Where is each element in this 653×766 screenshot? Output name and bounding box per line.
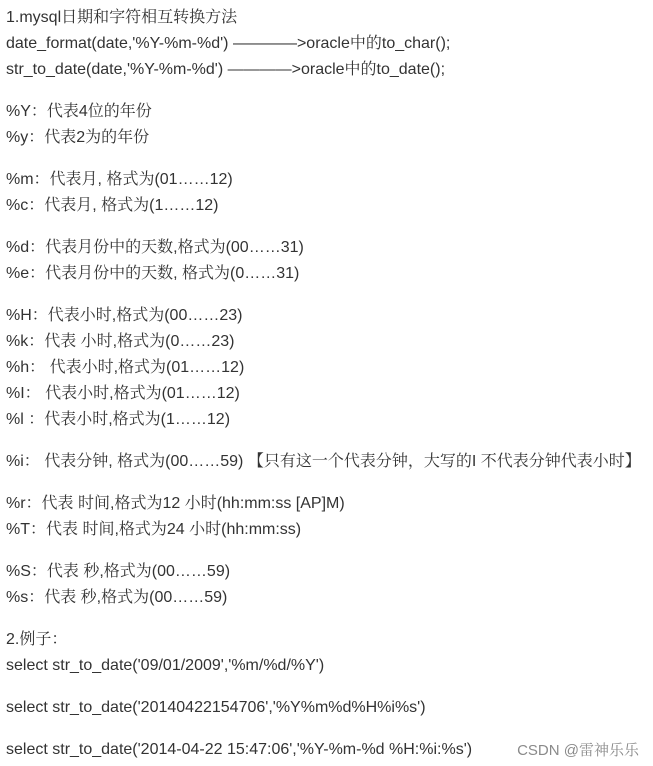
format-spec-s: %s：代表 秒,格式为(00……59) — [6, 589, 228, 606]
csdn-watermark: CSDN @雷神乐乐 — [517, 742, 639, 759]
example-query-1: select str_to_date('09/01/2009','%m/%d/%Y') — [6, 657, 325, 674]
code-line-date-format: date_format(date,'%Y-%m-%d') ————>oracle中的to_char(); — [6, 35, 451, 52]
format-spec-h: %h： 代表小时,格式为(01……12) — [6, 359, 245, 376]
format-spec-S: %S：代表 秒,格式为(00……59) — [6, 563, 231, 580]
code-line-str-to-date: str_to_date(date,'%Y-%m-%d') ————>oracle中的to_date(); — [6, 61, 446, 78]
format-spec-l: %l ：代表小时,格式为(1……12) — [6, 411, 231, 428]
format-spec-m: %m：代表月, 格式为(01……12) — [6, 171, 233, 188]
format-spec-e: %e：代表月份中的天数, 格式为(0……31) — [6, 265, 300, 282]
example-query-3: select str_to_date('2014-04-22 15:47:06','%Y-%m-%d %H:%i:%s') — [6, 741, 473, 758]
section-heading-conversion: 1.mysql日期和字符相互转换方法 — [6, 9, 238, 26]
example-query-2: select str_to_date('20140422154706','%Y%m%d%H%i%s') — [6, 699, 426, 716]
format-spec-y: %y：代表2为的年份 — [6, 129, 150, 146]
format-spec-k: %k：代表 小时,格式为(0……23) — [6, 333, 235, 350]
format-spec-Y: %Y：代表4位的年份 — [6, 103, 152, 120]
section-heading-examples: 2.例子： — [6, 631, 68, 648]
format-spec-r: %r：代表 时间,格式为12 小时(hh:mm:ss [AP]M) — [6, 495, 345, 512]
format-spec-d: %d：代表月份中的天数,格式为(00……31) — [6, 239, 304, 256]
format-spec-I: %I： 代表小时,格式为(01……12) — [6, 385, 240, 402]
format-spec-H: %H：代表小时,格式为(00……23) — [6, 307, 243, 324]
format-spec-T: %T：代表 时间,格式为24 小时(hh:mm:ss) — [6, 521, 302, 538]
format-spec-c: %c：代表月, 格式为(1……12) — [6, 197, 219, 214]
format-spec-i: %i： 代表分钟, 格式为(00……59) 【只有这一个代表分钟，大写的I 不代表分钟代表小时】 — [6, 453, 641, 470]
